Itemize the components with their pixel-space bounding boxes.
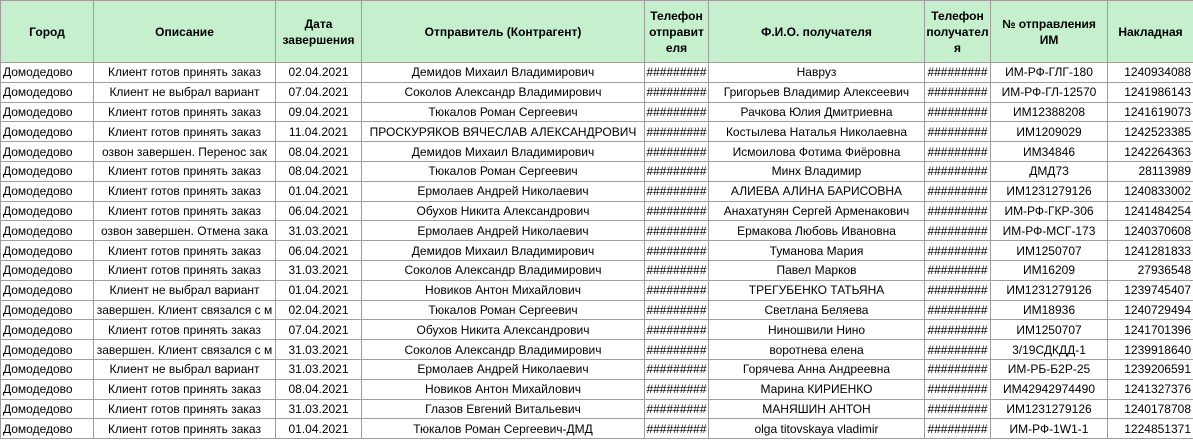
header-city[interactable]: Город — [1, 1, 94, 63]
cell-recipient-phone[interactable]: ######### — [925, 260, 991, 280]
cell-shipment-number[interactable]: ИМ-РФ-МСГ-173 — [991, 221, 1108, 241]
cell-completion-date[interactable]: 01.04.2021 — [276, 419, 362, 439]
table-row — [1, 260, 1193, 280]
cell-recipient[interactable]: АЛИЕВА АЛИНА БАРИСОВНА — [709, 181, 925, 201]
cell-waybill[interactable]: 1240833002 — [1108, 181, 1193, 201]
cell-shipment-number[interactable]: ИМ1231279126 — [991, 181, 1108, 201]
cell-sender[interactable]: Соколов Александр Владимирович — [362, 82, 645, 102]
cell-description[interactable]: Клиент не выбрал вариант — [94, 280, 276, 300]
cell-sender[interactable]: Новиков Антон Михайлович — [362, 280, 645, 300]
header-shipment-line2: ИМ — [1039, 32, 1059, 47]
cell-sender[interactable]: Тюкалов Роман Сергеевич-ДМД — [362, 419, 645, 439]
cell-waybill[interactable]: 1241281833 — [1108, 241, 1193, 261]
header-recipient-phone-line2: получател — [926, 24, 989, 39]
header-sender-phone-line3: еля — [665, 40, 688, 55]
cell-description[interactable]: Клиент готов принять заказ — [94, 399, 276, 419]
cell-waybill[interactable]: 1239918640 — [1108, 340, 1193, 360]
cell-shipment-number[interactable]: ИМ42942974490 — [991, 379, 1108, 399]
cell-waybill[interactable]: 1242264363 — [1108, 142, 1193, 162]
cell-completion-date[interactable]: 31.03.2021 — [276, 340, 362, 360]
cell-recipient-phone[interactable]: ######### — [925, 181, 991, 201]
cell-description[interactable]: Клиент готов принять заказ — [94, 419, 276, 439]
cell-waybill[interactable]: 1241484254 — [1108, 201, 1193, 221]
cell-sender[interactable]: Тюкалов Роман Сергеевич — [362, 161, 645, 181]
cell-recipient[interactable]: Навруз — [709, 63, 925, 83]
cell-shipment-number[interactable]: 3/19СДКДД-1 — [991, 340, 1108, 360]
header-row — [1, 1, 1193, 63]
cell-recipient[interactable]: Рачкова Юлия Дмитриевна — [709, 102, 925, 122]
cell-waybill[interactable]: 1239206591 — [1108, 359, 1193, 379]
cell-shipment-number[interactable]: ИМ12388208 — [991, 102, 1108, 122]
cell-completion-date[interactable]: 08.04.2021 — [276, 161, 362, 181]
cell-city[interactable]: Домодедово — [1, 300, 94, 320]
cell-description[interactable]: Клиент готов принять заказ — [94, 241, 276, 261]
cell-recipient-phone[interactable]: ######### — [925, 102, 991, 122]
cell-recipient[interactable]: Светлана Беляева — [709, 300, 925, 320]
cell-waybill[interactable]: 1241986143 — [1108, 82, 1193, 102]
cell-recipient-phone[interactable]: ######### — [925, 82, 991, 102]
cell-completion-date[interactable]: 07.04.2021 — [276, 320, 362, 340]
cell-shipment-number[interactable]: ИМ1231279126 — [991, 280, 1108, 300]
cell-recipient-phone[interactable]: ######### — [925, 201, 991, 221]
header-completion-date[interactable] — [276, 1, 362, 63]
cell-shipment-number[interactable]: ИМ1209029 — [991, 122, 1108, 142]
cell-recipient[interactable]: Павел Марков — [709, 260, 925, 280]
cell-sender-phone[interactable]: ######### — [645, 102, 709, 122]
cell-completion-date[interactable]: 01.04.2021 — [276, 280, 362, 300]
cell-waybill[interactable]: 1240729494 — [1108, 300, 1193, 320]
table-body — [1, 63, 1193, 439]
header-shipment-number[interactable] — [991, 1, 1108, 63]
table-row — [1, 201, 1193, 221]
cell-recipient[interactable]: воротнева елена — [709, 340, 925, 360]
cell-sender-phone[interactable]: ######### — [645, 221, 709, 241]
header-sender-phone-line1: Телефон — [650, 8, 703, 23]
cell-waybill[interactable]: 1241701396 — [1108, 320, 1193, 340]
cell-city[interactable]: Домодедово — [1, 320, 94, 340]
table-row — [1, 359, 1193, 379]
header-recipient-phone-line1: Телефон — [931, 8, 984, 23]
cell-shipment-number[interactable]: ИМ-РФ-ГЛГ-180 — [991, 63, 1108, 83]
cell-description[interactable]: Клиент готов принять заказ — [94, 320, 276, 340]
cell-sender-phone[interactable]: ######### — [645, 63, 709, 83]
cell-description[interactable]: озвон завершен. Перенос зак — [94, 142, 276, 162]
cell-recipient[interactable]: Горячева Анна Андреевна — [709, 359, 925, 379]
table-row — [1, 82, 1193, 102]
table-row — [1, 320, 1193, 340]
cell-recipient[interactable]: Минх Владимир — [709, 161, 925, 181]
cell-sender-phone[interactable]: ######### — [645, 379, 709, 399]
cell-sender[interactable]: Новиков Антон Михайлович — [362, 379, 645, 399]
cell-description[interactable]: озвон завершен. Отмена зака — [94, 221, 276, 241]
cell-city[interactable]: Домодедово — [1, 260, 94, 280]
cell-waybill[interactable]: 1240178708 — [1108, 399, 1193, 419]
cell-recipient[interactable]: Костылева Наталья Николаевна — [709, 122, 925, 142]
cell-city[interactable]: Домодедово — [1, 419, 94, 439]
table-row — [1, 63, 1193, 83]
cell-recipient[interactable]: olga titovskaya vladimir — [709, 419, 925, 439]
cell-recipient[interactable]: ТРЕГУБЕНКО ТАТЬЯНА — [709, 280, 925, 300]
cell-sender-phone[interactable]: ######### — [645, 181, 709, 201]
header-date-line2: завершения — [282, 32, 355, 47]
cell-recipient-phone[interactable]: ######### — [925, 300, 991, 320]
cell-sender-phone[interactable]: ######### — [645, 241, 709, 261]
cell-shipment-number[interactable]: ДМД73 — [991, 161, 1108, 181]
cell-sender[interactable]: Обухов Никита Александрович — [362, 201, 645, 221]
cell-waybill[interactable]: 1239745407 — [1108, 280, 1193, 300]
cell-city[interactable]: Домодедово — [1, 142, 94, 162]
header-waybill[interactable]: Накладная — [1108, 1, 1193, 63]
cell-sender[interactable]: Соколов Александр Владимирович — [362, 260, 645, 280]
cell-sender-phone[interactable]: ######### — [645, 161, 709, 181]
cell-recipient-phone[interactable]: ######### — [925, 161, 991, 181]
cell-sender-phone[interactable]: ######### — [645, 260, 709, 280]
cell-recipient-phone[interactable]: ######### — [925, 142, 991, 162]
table-row — [1, 379, 1193, 399]
cell-recipient-phone[interactable]: ######### — [925, 221, 991, 241]
cell-recipient[interactable]: Туманова Мария — [709, 241, 925, 261]
cell-waybill[interactable]: 1224851371 — [1108, 419, 1193, 439]
cell-sender[interactable]: Глазов Евгений Витальевич — [362, 399, 645, 419]
cell-recipient[interactable]: Исмоилова Фотима Фиёровна — [709, 142, 925, 162]
cell-description[interactable]: завершен. Клиент связался с м — [94, 340, 276, 360]
cell-sender[interactable]: Ермолаев Андрей Николаевич — [362, 181, 645, 201]
cell-shipment-number[interactable]: ИМ16209 — [991, 260, 1108, 280]
table-row — [1, 122, 1193, 142]
cell-sender[interactable]: Тюкалов Роман Сергеевич — [362, 102, 645, 122]
header-shipment-line1: № отправления — [1002, 16, 1096, 31]
cell-city[interactable]: Домодедово — [1, 122, 94, 142]
cell-waybill[interactable]: 1240370608 — [1108, 221, 1193, 241]
cell-description[interactable]: Клиент готов принять заказ — [94, 161, 276, 181]
cell-recipient[interactable]: Анахатунян Сергей Арменакович — [709, 201, 925, 221]
cell-sender[interactable]: Демидов Михаил Владимирович — [362, 241, 645, 261]
cell-sender-phone[interactable]: ######### — [645, 320, 709, 340]
cell-recipient[interactable]: МАНЯШИН АНТОН — [709, 399, 925, 419]
header-recipient-phone[interactable] — [925, 1, 991, 63]
table-row — [1, 399, 1193, 419]
table-row — [1, 102, 1193, 122]
cell-description[interactable]: завершен. Клиент связался с м — [94, 300, 276, 320]
table-row — [1, 161, 1193, 181]
table-row — [1, 241, 1193, 261]
cell-sender-phone[interactable]: ######### — [645, 201, 709, 221]
cell-city[interactable]: Домодедово — [1, 102, 94, 122]
cell-sender[interactable]: Тюкалов Роман Сергеевич — [362, 300, 645, 320]
cell-completion-date[interactable]: 31.03.2021 — [276, 359, 362, 379]
cell-city[interactable]: Домодедово — [1, 201, 94, 221]
cell-recipient-phone[interactable]: ######### — [925, 122, 991, 142]
cell-sender-phone[interactable]: ######### — [645, 280, 709, 300]
cell-recipient[interactable]: Нинoшвили Нино — [709, 320, 925, 340]
cell-recipient[interactable]: Ермакова Любовь Ивановна — [709, 221, 925, 241]
cell-description[interactable]: Клиент готов принять заказ — [94, 379, 276, 399]
cell-city[interactable]: Домодедово — [1, 340, 94, 360]
cell-sender[interactable]: Ермолаев Андрей Николаевич — [362, 359, 645, 379]
cell-completion-date[interactable]: 08.04.2021 — [276, 142, 362, 162]
cell-description[interactable]: Клиент готов принять заказ — [94, 63, 276, 83]
cell-completion-date[interactable]: 07.04.2021 — [276, 82, 362, 102]
cell-sender-phone[interactable]: ######### — [645, 399, 709, 419]
header-sender-phone[interactable] — [645, 1, 709, 63]
cell-sender-phone[interactable]: ######### — [645, 419, 709, 439]
cell-recipient-phone[interactable]: ######### — [925, 419, 991, 439]
cell-completion-date[interactable]: 08.04.2021 — [276, 379, 362, 399]
header-recipient[interactable]: Ф.И.О. получателя — [709, 1, 925, 63]
cell-completion-date[interactable]: 31.03.2021 — [276, 399, 362, 419]
cell-shipment-number[interactable]: ИМ18936 — [991, 300, 1108, 320]
cell-completion-date[interactable]: 01.04.2021 — [276, 181, 362, 201]
cell-description[interactable]: Клиент не выбрал вариант — [94, 82, 276, 102]
cell-description[interactable]: Клиент готов принять заказ — [94, 102, 276, 122]
table-row — [1, 419, 1193, 439]
cell-sender[interactable]: Ермолаев Андрей Николаевич — [362, 221, 645, 241]
cell-sender-phone[interactable]: ######### — [645, 82, 709, 102]
cell-recipient-phone[interactable]: ######### — [925, 379, 991, 399]
cell-recipient[interactable]: Марина КИРИЕНКО — [709, 379, 925, 399]
cell-waybill[interactable]: 28113989 — [1108, 161, 1193, 181]
table-row — [1, 142, 1193, 162]
cell-description[interactable]: Клиент не выбрал вариант — [94, 359, 276, 379]
header-date-line1: Дата — [304, 16, 333, 31]
cell-city[interactable]: Домодедово — [1, 241, 94, 261]
cell-completion-date[interactable]: 06.04.2021 — [276, 241, 362, 261]
cell-shipment-number[interactable]: ИМ-РБ-Б2Р-25 — [991, 359, 1108, 379]
cell-recipient-phone[interactable]: ######### — [925, 340, 991, 360]
cell-completion-date[interactable]: 11.04.2021 — [276, 122, 362, 142]
cell-sender-phone[interactable]: ######### — [645, 340, 709, 360]
cell-city[interactable]: Домодедово — [1, 161, 94, 181]
cell-shipment-number[interactable]: ИМ-РФ-ГКР-306 — [991, 201, 1108, 221]
table-row — [1, 340, 1193, 360]
cell-description[interactable]: Клиент готов принять заказ — [94, 201, 276, 221]
header-sender[interactable]: Отправитель (Контрагент) — [362, 1, 645, 63]
cell-sender-phone[interactable]: ######### — [645, 142, 709, 162]
cell-waybill[interactable]: 1241619073 — [1108, 102, 1193, 122]
cell-sender[interactable]: Обухов Никита Александрович — [362, 320, 645, 340]
cell-shipment-number[interactable]: ИМ1231279126 — [991, 399, 1108, 419]
header-description[interactable]: Описание — [94, 1, 276, 63]
cell-sender[interactable]: Соколов Александр Владимирович — [362, 340, 645, 360]
cell-description[interactable]: Клиент готов принять заказ — [94, 122, 276, 142]
cell-city[interactable]: Домодедово — [1, 399, 94, 419]
cell-city[interactable]: Домодедово — [1, 221, 94, 241]
cell-completion-date[interactable]: 31.03.2021 — [276, 221, 362, 241]
cell-recipient-phone[interactable]: ######### — [925, 241, 991, 261]
cell-city[interactable]: Домодедово — [1, 379, 94, 399]
table-row — [1, 300, 1193, 320]
cell-sender-phone[interactable]: ######### — [645, 359, 709, 379]
cell-completion-date[interactable]: 09.04.2021 — [276, 102, 362, 122]
cell-recipient-phone[interactable]: ######### — [925, 280, 991, 300]
cell-sender-phone[interactable]: ######### — [645, 300, 709, 320]
cell-sender-phone[interactable]: ######### — [645, 122, 709, 142]
cell-shipment-number[interactable]: ИМ1250707 — [991, 320, 1108, 340]
cell-completion-date[interactable]: 31.03.2021 — [276, 260, 362, 280]
header-recipient-phone-line3: я — [953, 40, 961, 55]
cell-waybill[interactable]: 27936548 — [1108, 260, 1193, 280]
cell-city[interactable]: Домодедово — [1, 181, 94, 201]
cell-completion-date[interactable]: 06.04.2021 — [276, 201, 362, 221]
cell-shipment-number[interactable]: ИМ1250707 — [991, 241, 1108, 261]
cell-recipient-phone[interactable]: ######### — [925, 359, 991, 379]
cell-city[interactable]: Домодедово — [1, 280, 94, 300]
cell-sender[interactable]: Демидов Михаил Владимирович — [362, 142, 645, 162]
cell-recipient[interactable]: Григорьев Владимир Алексеевич — [709, 82, 925, 102]
cell-recipient-phone[interactable]: ######### — [925, 63, 991, 83]
cell-shipment-number[interactable]: ИМ-РФ-1W1-1 — [991, 419, 1108, 439]
table-row — [1, 181, 1193, 201]
cell-description[interactable]: Клиент готов принять заказ — [94, 260, 276, 280]
cell-sender[interactable]: Демидов Михаил Владимирович — [362, 63, 645, 83]
header-sender-phone-line2: отправит — [649, 24, 704, 39]
cell-completion-date[interactable]: 02.04.2021 — [276, 300, 362, 320]
cell-city[interactable]: Домодедово — [1, 82, 94, 102]
cell-waybill[interactable]: 1242523385 — [1108, 122, 1193, 142]
cell-recipient-phone[interactable]: ######### — [925, 399, 991, 419]
cell-shipment-number[interactable]: ИМ34846 — [991, 142, 1108, 162]
table-row — [1, 221, 1193, 241]
cell-waybill[interactable]: 1240934088 — [1108, 63, 1193, 83]
table-row — [1, 280, 1193, 300]
cell-description[interactable]: Клиент готов принять заказ — [94, 181, 276, 201]
cell-city[interactable]: Домодедово — [1, 359, 94, 379]
cell-waybill[interactable]: 1241327376 — [1108, 379, 1193, 399]
cell-city[interactable]: Домодедово — [1, 63, 94, 83]
cell-shipment-number[interactable]: ИМ-РФ-ГЛ-12570 — [991, 82, 1108, 102]
cell-recipient-phone[interactable]: ######### — [925, 320, 991, 340]
cell-completion-date[interactable]: 02.04.2021 — [276, 63, 362, 83]
cell-sender[interactable]: ПРОСКУРЯКОВ ВЯЧЕСЛАВ АЛЕКСАНДРОВИЧ — [362, 122, 645, 142]
